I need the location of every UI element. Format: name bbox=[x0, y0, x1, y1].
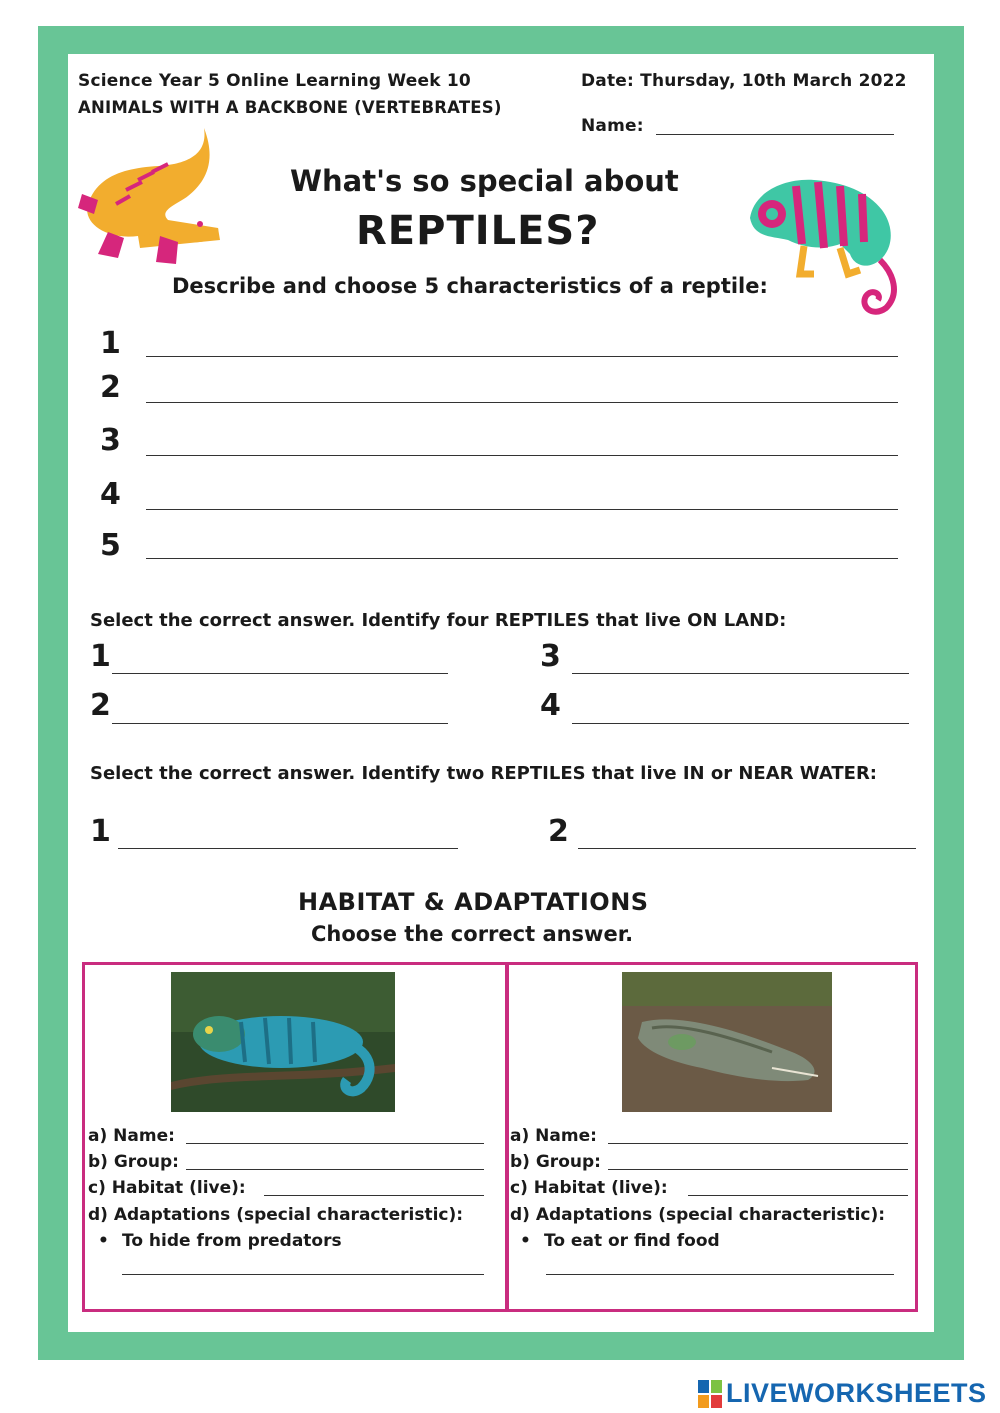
right-name-label: a) Name: bbox=[510, 1126, 597, 1146]
left-adaptation-line[interactable] bbox=[122, 1274, 484, 1275]
characteristic-answer-line[interactable] bbox=[146, 509, 898, 510]
course-label: Science Year 5 Online Learning Week 10 bbox=[78, 71, 471, 91]
habitat-section-subtitle: Choose the correct answer. bbox=[311, 922, 634, 946]
left-name-line[interactable] bbox=[186, 1143, 484, 1144]
characteristic-number: 3 bbox=[100, 423, 121, 458]
land-answer-number: 3 bbox=[540, 639, 561, 674]
crocodile-illustration bbox=[68, 124, 228, 289]
name-input-line[interactable] bbox=[656, 134, 894, 135]
land-answer-line[interactable] bbox=[112, 723, 448, 724]
left-habitat-label: c) Habitat (live): bbox=[88, 1178, 246, 1198]
land-answer-line[interactable] bbox=[112, 673, 448, 674]
land-answer-number: 2 bbox=[90, 688, 111, 723]
characteristic-number: 1 bbox=[100, 326, 121, 361]
habitat-section-title: HABITAT & ADAPTATIONS bbox=[298, 888, 649, 916]
characteristic-answer-line[interactable] bbox=[146, 402, 898, 403]
right-group-label: b) Group: bbox=[510, 1152, 601, 1172]
land-answer-line[interactable] bbox=[572, 723, 909, 724]
left-bullet-text: To hide from predators bbox=[122, 1231, 342, 1251]
right-group-line[interactable] bbox=[608, 1169, 908, 1170]
chameleon-photo bbox=[171, 972, 395, 1112]
right-habitat-line[interactable] bbox=[688, 1195, 908, 1196]
characteristics-instruction: Describe and choose 5 characteristics of a reptile: bbox=[172, 274, 768, 298]
left-habitat-line[interactable] bbox=[264, 1195, 484, 1196]
right-habitat-label: c) Habitat (live): bbox=[510, 1178, 668, 1198]
date-label: Date: Thursday, 10th March 2022 bbox=[581, 71, 907, 91]
right-bullet-text: To eat or find food bbox=[544, 1231, 720, 1251]
liveworksheets-text: LIVEWORKSHEETS bbox=[726, 1378, 987, 1408]
left-adaptations-label: d) Adaptations (special characteristic): bbox=[88, 1205, 464, 1225]
water-answer-line[interactable] bbox=[578, 848, 916, 849]
title-line-1: What's so special about bbox=[290, 164, 679, 198]
right-bullet-dot: • bbox=[520, 1231, 531, 1251]
characteristic-number: 2 bbox=[100, 370, 121, 405]
left-bullet-dot: • bbox=[98, 1231, 109, 1251]
water-answer-number: 1 bbox=[90, 814, 111, 849]
box-divider bbox=[505, 964, 509, 1310]
water-question: Select the correct answer. Identify two REPTILES that live IN or NEAR WATER: bbox=[90, 763, 877, 784]
land-question: Select the correct answer. Identify four REPTILES that live ON LAND: bbox=[90, 610, 787, 631]
right-adaptation-line[interactable] bbox=[546, 1274, 894, 1275]
characteristic-answer-line[interactable] bbox=[146, 558, 898, 559]
right-name-line[interactable] bbox=[608, 1143, 908, 1144]
right-adaptations-label: d) Adaptations (special characteristic): bbox=[510, 1205, 886, 1225]
land-answer-line[interactable] bbox=[572, 673, 909, 674]
liveworksheets-logo-icon bbox=[698, 1380, 722, 1408]
chameleon-illustration bbox=[744, 162, 914, 324]
left-group-label: b) Group: bbox=[88, 1152, 179, 1172]
crocodile-photo bbox=[622, 972, 832, 1112]
land-answer-number: 1 bbox=[90, 639, 111, 674]
left-name-label: a) Name: bbox=[88, 1126, 175, 1146]
characteristic-number: 4 bbox=[100, 477, 121, 512]
topic-label: ANIMALS WITH A BACKBONE (VERTEBRATES) bbox=[78, 98, 502, 117]
name-label: Name: bbox=[581, 116, 644, 136]
water-answer-number: 2 bbox=[548, 814, 569, 849]
water-answer-line[interactable] bbox=[118, 848, 458, 849]
worksheet-page bbox=[68, 54, 934, 1332]
characteristic-answer-line[interactable] bbox=[146, 455, 898, 456]
characteristic-answer-line[interactable] bbox=[146, 356, 898, 357]
left-group-line[interactable] bbox=[186, 1169, 484, 1170]
land-answer-number: 4 bbox=[540, 688, 561, 723]
characteristic-number: 5 bbox=[100, 528, 121, 563]
title-reptiles: REPTILES? bbox=[356, 208, 600, 254]
